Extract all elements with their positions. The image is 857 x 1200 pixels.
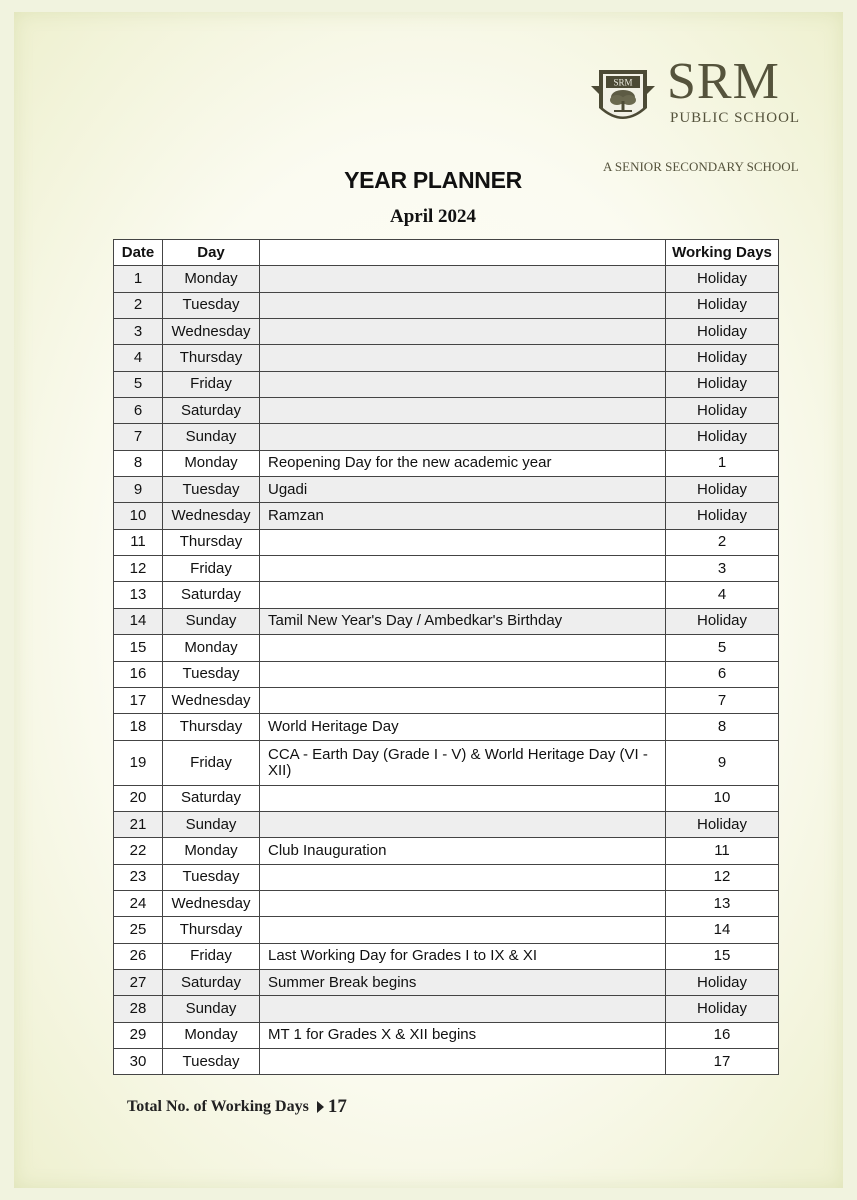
cell-event (260, 917, 666, 943)
cell-working-days: Holiday (666, 345, 779, 371)
cell-date: 13 (114, 582, 163, 608)
cell-date: 7 (114, 424, 163, 450)
cell-event (260, 345, 666, 371)
cell-event (260, 635, 666, 661)
cell-date: 22 (114, 838, 163, 864)
cell-working-days: 11 (666, 838, 779, 864)
cell-event (260, 1048, 666, 1074)
cell-day: Saturday (163, 969, 260, 995)
cell-working-days: 15 (666, 943, 779, 969)
cell-event (260, 582, 666, 608)
cell-day: Friday (163, 740, 260, 785)
table-row (114, 266, 779, 292)
cell-day: Tuesday (163, 864, 260, 890)
cell-event (260, 890, 666, 916)
cell-day: Thursday (163, 345, 260, 371)
cell-day: Sunday (163, 608, 260, 634)
cell-date: 20 (114, 785, 163, 811)
cell-date: 21 (114, 811, 163, 837)
cell-day: Tuesday (163, 477, 260, 503)
cell-event (260, 266, 666, 292)
table-row (114, 943, 779, 969)
cell-working-days: 4 (666, 582, 779, 608)
cell-event (260, 292, 666, 318)
cell-working-days: Holiday (666, 608, 779, 634)
table-row (114, 503, 779, 529)
cell-event: Club Inauguration (260, 838, 666, 864)
table-row (114, 608, 779, 634)
cell-working-days: 3 (666, 556, 779, 582)
cell-working-days: Holiday (666, 319, 779, 345)
cell-day: Monday (163, 450, 260, 476)
cell-day: Monday (163, 635, 260, 661)
table-row (114, 371, 779, 397)
cell-date: 1 (114, 266, 163, 292)
cell-working-days: Holiday (666, 811, 779, 837)
cell-day: Sunday (163, 811, 260, 837)
cell-date: 29 (114, 1022, 163, 1048)
cell-working-days: Holiday (666, 371, 779, 397)
cell-date: 18 (114, 714, 163, 740)
cell-working-days: 12 (666, 864, 779, 890)
table-body (114, 266, 779, 1075)
school-logo (587, 53, 807, 135)
cell-working-days: 7 (666, 687, 779, 713)
cell-date: 26 (114, 943, 163, 969)
total-value: 17 (327, 1096, 347, 1117)
cell-date: 8 (114, 450, 163, 476)
cell-event (260, 661, 666, 687)
table-row (114, 917, 779, 943)
table-row (114, 661, 779, 687)
cell-date: 6 (114, 398, 163, 424)
cell-event: Reopening Day for the new academic year (260, 450, 666, 476)
cell-day: Saturday (163, 582, 260, 608)
cell-working-days: Holiday (666, 424, 779, 450)
school-seal-icon (587, 64, 659, 130)
cell-date: 17 (114, 687, 163, 713)
cell-event (260, 424, 666, 450)
table-header-row (114, 240, 779, 266)
planner-table (113, 239, 779, 1075)
table-row (114, 838, 779, 864)
table-row (114, 740, 779, 785)
cell-date: 9 (114, 477, 163, 503)
page (14, 12, 843, 1188)
cell-date: 3 (114, 319, 163, 345)
total-working-days (127, 1096, 347, 1118)
cell-date: 16 (114, 661, 163, 687)
cell-working-days: 2 (666, 529, 779, 555)
table-row (114, 687, 779, 713)
cell-date: 4 (114, 345, 163, 371)
seal-text: SRM (613, 77, 633, 88)
cell-working-days: Holiday (666, 477, 779, 503)
table-row (114, 811, 779, 837)
table-row (114, 582, 779, 608)
table-row (114, 1048, 779, 1074)
cell-day: Sunday (163, 424, 260, 450)
cell-event: Tamil New Year's Day / Ambedkar's Birthday (260, 608, 666, 634)
cell-day: Tuesday (163, 292, 260, 318)
table-row (114, 714, 779, 740)
cell-event (260, 529, 666, 555)
logo-subtitle: PUBLIC SCHOOL (670, 110, 801, 126)
cell-event (260, 319, 666, 345)
logo-name: SRM (667, 53, 780, 110)
total-label: Total No. of Working Days (127, 1098, 309, 1115)
cell-working-days: 5 (666, 635, 779, 661)
cell-day: Monday (163, 1022, 260, 1048)
table-row (114, 424, 779, 450)
cell-event: Ugadi (260, 477, 666, 503)
cell-event (260, 687, 666, 713)
cell-date: 11 (114, 529, 163, 555)
cell-day: Wednesday (163, 503, 260, 529)
table-row (114, 864, 779, 890)
cell-day: Thursday (163, 714, 260, 740)
cell-date: 14 (114, 608, 163, 634)
cell-date: 19 (114, 740, 163, 785)
cell-day: Saturday (163, 398, 260, 424)
cell-event: Summer Break begins (260, 969, 666, 995)
page-subtitle: April 2024 (389, 206, 477, 227)
table-row (114, 292, 779, 318)
cell-date: 27 (114, 969, 163, 995)
table-row (114, 635, 779, 661)
cell-day: Saturday (163, 785, 260, 811)
cell-day: Wednesday (163, 890, 260, 916)
cell-day: Sunday (163, 996, 260, 1022)
table-row (114, 1022, 779, 1048)
cell-date: 23 (114, 864, 163, 890)
cell-day: Monday (163, 266, 260, 292)
cell-event: Last Working Day for Grades I to IX & XI (260, 943, 666, 969)
cell-working-days: Holiday (666, 398, 779, 424)
cell-event (260, 785, 666, 811)
table-row (114, 969, 779, 995)
cell-day: Friday (163, 556, 260, 582)
cell-date: 25 (114, 917, 163, 943)
cell-day: Thursday (163, 529, 260, 555)
table-row (114, 398, 779, 424)
table-row (114, 996, 779, 1022)
triangle-right-icon (317, 1101, 324, 1113)
cell-event: MT 1 for Grades X & XII begins (260, 1022, 666, 1048)
cell-working-days: Holiday (666, 969, 779, 995)
cell-event: Ramzan (260, 503, 666, 529)
table-row (114, 345, 779, 371)
column-header-event (260, 240, 666, 266)
cell-date: 5 (114, 371, 163, 397)
cell-day: Tuesday (163, 661, 260, 687)
cell-event: CCA - Earth Day (Grade I - V) & World Heritage Day (VI - XII) (260, 740, 666, 785)
cell-event (260, 811, 666, 837)
column-header-date: Date (114, 240, 163, 266)
cell-day: Friday (163, 943, 260, 969)
cell-working-days: 9 (666, 740, 779, 785)
cell-event (260, 996, 666, 1022)
cell-working-days: 14 (666, 917, 779, 943)
cell-working-days: 1 (666, 450, 779, 476)
table-row (114, 319, 779, 345)
cell-date: 10 (114, 503, 163, 529)
column-header-working-days: Working Days (666, 240, 779, 266)
school-tagline: A SENIOR SECONDARY SCHOOL (603, 159, 799, 174)
table-row (114, 529, 779, 555)
cell-event (260, 556, 666, 582)
cell-working-days: 10 (666, 785, 779, 811)
cell-day: Monday (163, 838, 260, 864)
cell-working-days: Holiday (666, 503, 779, 529)
cell-working-days: Holiday (666, 266, 779, 292)
cell-working-days: 8 (666, 714, 779, 740)
page-title: YEAR PLANNER (344, 167, 522, 193)
cell-day: Tuesday (163, 1048, 260, 1074)
column-header-day: Day (163, 240, 260, 266)
cell-working-days: Holiday (666, 996, 779, 1022)
table-row (114, 890, 779, 916)
cell-working-days: 6 (666, 661, 779, 687)
table-row (114, 450, 779, 476)
cell-day: Wednesday (163, 319, 260, 345)
cell-date: 24 (114, 890, 163, 916)
table-row (114, 477, 779, 503)
cell-date: 28 (114, 996, 163, 1022)
cell-working-days: Holiday (666, 292, 779, 318)
cell-day: Thursday (163, 917, 260, 943)
cell-date: 12 (114, 556, 163, 582)
cell-date: 2 (114, 292, 163, 318)
cell-day: Wednesday (163, 687, 260, 713)
cell-day: Friday (163, 371, 260, 397)
cell-working-days: 13 (666, 890, 779, 916)
cell-event (260, 371, 666, 397)
cell-working-days: 16 (666, 1022, 779, 1048)
cell-event (260, 864, 666, 890)
cell-event: World Heritage Day (260, 714, 666, 740)
cell-date: 30 (114, 1048, 163, 1074)
cell-date: 15 (114, 635, 163, 661)
cell-event (260, 398, 666, 424)
cell-working-days: 17 (666, 1048, 779, 1074)
table-row (114, 556, 779, 582)
table-row (114, 785, 779, 811)
